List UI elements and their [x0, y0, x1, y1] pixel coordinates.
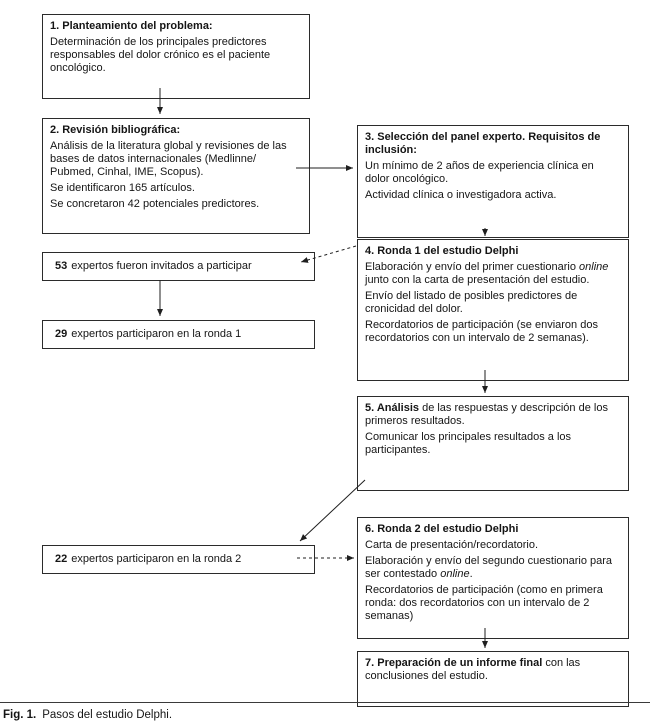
step2-title: 2. Revisión bibliográfica: [50, 124, 181, 136]
figure-caption-text: Pasos del estudio Delphi. [42, 709, 173, 721]
experts-round2-count: 22 [55, 553, 68, 565]
step4-round1-box [357, 239, 629, 381]
step2-p2: Se identificaron 165 artículos. [50, 182, 195, 194]
step2-p1: Análisis de la literatura global y revisiones de las bases de datos internacionales (Medlinne/ Pubmed, Cinhal, IME, Scopus). [50, 140, 287, 178]
step5-title-line [365, 402, 621, 428]
step1-body: Determinación de los principales predictores responsables del dolor crónico es el paciente oncológico. [50, 36, 271, 74]
step4-p1-b: junto con la carta de presentación del estudio. [365, 274, 590, 286]
experts-round2-label: expertos participaron en la ronda 2 [71, 553, 242, 565]
step6-p2-online: online [440, 568, 470, 580]
step2-p3: Se concretaron 42 potenciales predictores. [50, 198, 260, 210]
step4-p1 [365, 261, 621, 287]
step5-analysis-box [357, 396, 629, 491]
step7-report-box [357, 651, 629, 707]
step7-title-line [365, 657, 621, 683]
experts-round1-box [42, 320, 315, 349]
step4-p1-online: online [579, 261, 609, 273]
step3-title: 3. Selección del panel experto. Requisitos de inclusión: [365, 131, 601, 156]
step4-p1-a: Elaboración y envío del primer cuestionario [365, 261, 580, 273]
step6-p3: Recordatorios de participación (como en primera ronda: dos recordatorios con un intervalo de 2 semanas) [365, 584, 603, 622]
step6-p2 [365, 555, 621, 581]
step4-p3: Recordatorios de participación (se enviaron dos recordatorios con un intervalo de 2 semanas). [365, 319, 598, 344]
step7-title-bold: 7. Preparación de un informe final [365, 657, 543, 669]
step3-p1: Un mínimo de 2 años de experiencia clínica en dolor oncológico. [365, 160, 594, 185]
step6-p2-a: Elaboración y envío del segundo cuestionario para ser contestado [365, 555, 613, 580]
step2-review-box [42, 118, 310, 234]
figure-caption-label: Fig. 1. [3, 709, 37, 721]
step5-title-rest: de las respuestas y descripción de los primeros resultados. [365, 402, 608, 427]
figure-caption [0, 702, 650, 722]
step3-p2: Actividad clínica o investigadora activa. [365, 189, 557, 201]
arrow-analysis-to-round2-participants [300, 480, 365, 541]
step1-title: 1. Planteamiento del problema: [50, 20, 213, 32]
step5-p2: Comunicar los principales resultados a los participantes. [365, 431, 572, 456]
step5-title-bold: 5. Análisis [365, 402, 420, 414]
experts-invited-count: 53 [55, 260, 68, 272]
step7-title-rest: con las conclusiones del estudio. [365, 657, 581, 682]
step3-panel-box [357, 125, 629, 238]
experts-round2-box [42, 545, 315, 574]
experts-round1-count: 29 [55, 328, 68, 340]
step6-round2-box [357, 517, 629, 639]
step6-p2-b: . [469, 568, 473, 580]
experts-invited-box [42, 252, 315, 281]
step4-p2: Envío del listado de posibles predictores de cronicidad del dolor. [365, 290, 578, 315]
step6-title: 6. Ronda 2 del estudio Delphi [365, 523, 519, 535]
step4-title: 4. Ronda 1 del estudio Delphi [365, 245, 519, 257]
step6-p1: Carta de presentación/recordatorio. [365, 539, 539, 551]
experts-invited-label: expertos fueron invitados a participar [71, 260, 252, 272]
step1-problem-box [42, 14, 310, 99]
experts-round1-label: expertos participaron en la ronda 1 [71, 328, 242, 340]
